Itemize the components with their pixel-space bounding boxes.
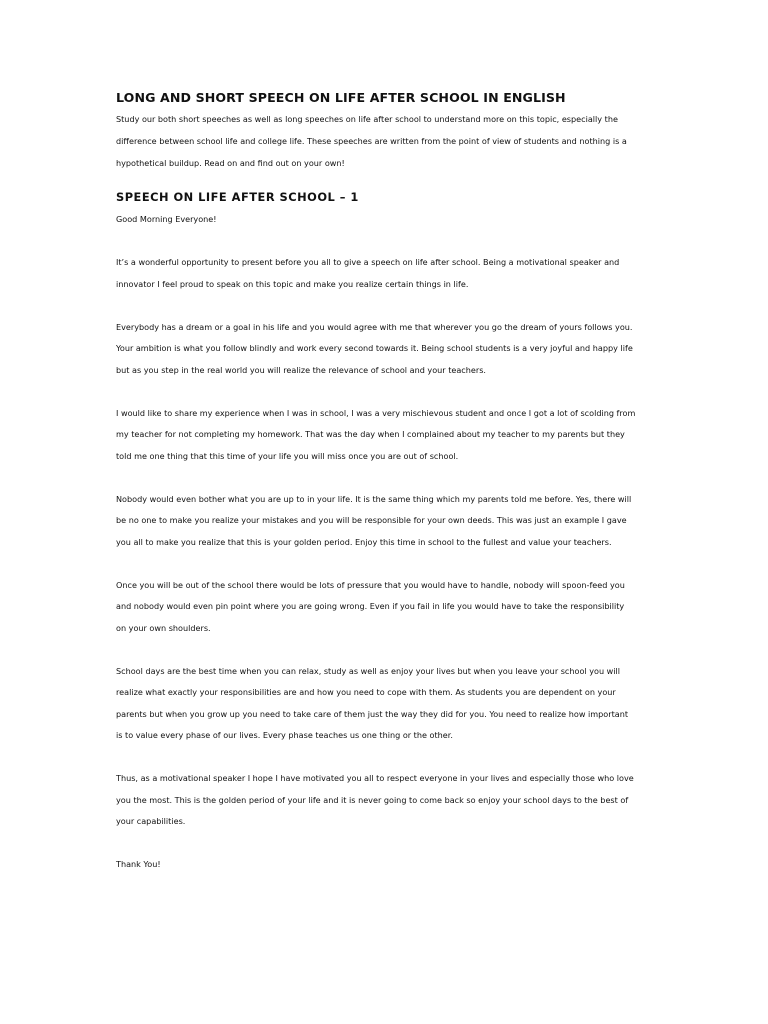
paragraph-line: Your ambition is what you follow blindly and work every second towards it. Being school students is a very joyful and happy life: [116, 343, 633, 353]
paragraph-line: I would like to share my experience when I was in school, I was a very mischievous student and once I got a lot of scolding from: [116, 407, 636, 418]
paragraph-line: Thus, as a motivational speaker I hope I have motivated you all to respect everyone in your lives and especially those who love: [116, 773, 634, 783]
speech-paragraph: [116, 768, 652, 833]
speech-paragraph: [116, 661, 652, 747]
paragraph-line: Once you will be out of the school there would be lots of pressure that you would have to handle, nobody will spoon-feed you: [116, 579, 625, 590]
paragraph-line: Nobody would even bother what you are up to in your life. It is the same thing which my parents told me before. Yes, there will: [116, 493, 632, 504]
paragraph-line: you all to make you realize that this is your golden period. Enjoy this time in school to the fullest and value your teachers.: [116, 536, 612, 547]
document-page: [116, 88, 652, 876]
speech-paragraph: [116, 317, 652, 382]
paragraph-line: parents but when you grow up you need to take care of them just the way they did for you. You need to realize how important: [116, 708, 628, 719]
speech-paragraph: [116, 403, 652, 468]
intro-line: difference between school life and college life. These speeches are written from the point of view of students and nothing is a: [116, 136, 627, 146]
paragraph-line: Everybody has a dream or a goal in his life and you would agree with me that wherever you go the dream of yours follows you.: [116, 321, 633, 332]
paragraph-line: you the most. This is the golden period of your life and it is never going to come back so enjoy your school days to the best of: [116, 794, 629, 805]
intro-line: Study our both short speeches as well as long speeches on life after school to understand more on this topic, especially the: [116, 114, 618, 124]
paragraph-line: on your own shoulders.: [116, 622, 211, 633]
paragraph-line: told me one thing that this time of your life you will miss once you are out of school.: [116, 450, 459, 461]
paragraph-line: innovator I feel proud to speak on this topic and make you realize certain things in life.: [116, 278, 469, 289]
paragraph-line: is to value every phase of our lives. Every phase teaches us one thing or the other.: [116, 730, 453, 740]
greeting: Good Morning Everyone!: [116, 214, 217, 224]
paragraph-line: and nobody would even pin point where you are going wrong. Even if you fail in life you would have to take the responsibility: [116, 601, 625, 611]
section-heading: SPEECH ON LIFE AFTER SCHOOL – 1: [116, 190, 359, 204]
paragraph-line: realize what exactly your responsibilities are and how you need to cope with them. As students you are dependent on your: [116, 687, 616, 697]
paragraph-line: School days are the best time when you can relax, study as well as enjoy your lives but when you leave your school you will: [116, 665, 621, 676]
closing: Thank You!: [116, 859, 161, 869]
paragraph-line: It’s a wonderful opportunity to present before you all to give a speech on life after school. Being a motivational speaker and: [116, 257, 620, 267]
document-title: LONG AND SHORT SPEECH ON LIFE AFTER SCHOOL IN ENGLISH: [116, 90, 566, 105]
paragraph-line: your capabilities.: [116, 816, 186, 826]
paragraph-line: but as you step in the real world you will realize the relevance of school and your teachers.: [116, 364, 486, 375]
intro-line: hypothetical buildup. Read on and find out on your own!: [116, 158, 345, 168]
speech-paragraph: [116, 489, 652, 554]
paragraph-line: my teacher for not completing my homework. That was the day when I complained about my teacher to my parents but they: [116, 429, 625, 439]
paragraph-line: be no one to make you realize your mistakes and you will be responsible for your own deeds. This was just an example I gave: [116, 515, 627, 525]
intro-paragraph: [116, 108, 652, 174]
speech-paragraph: [116, 575, 652, 640]
speech-paragraph: [116, 252, 652, 295]
